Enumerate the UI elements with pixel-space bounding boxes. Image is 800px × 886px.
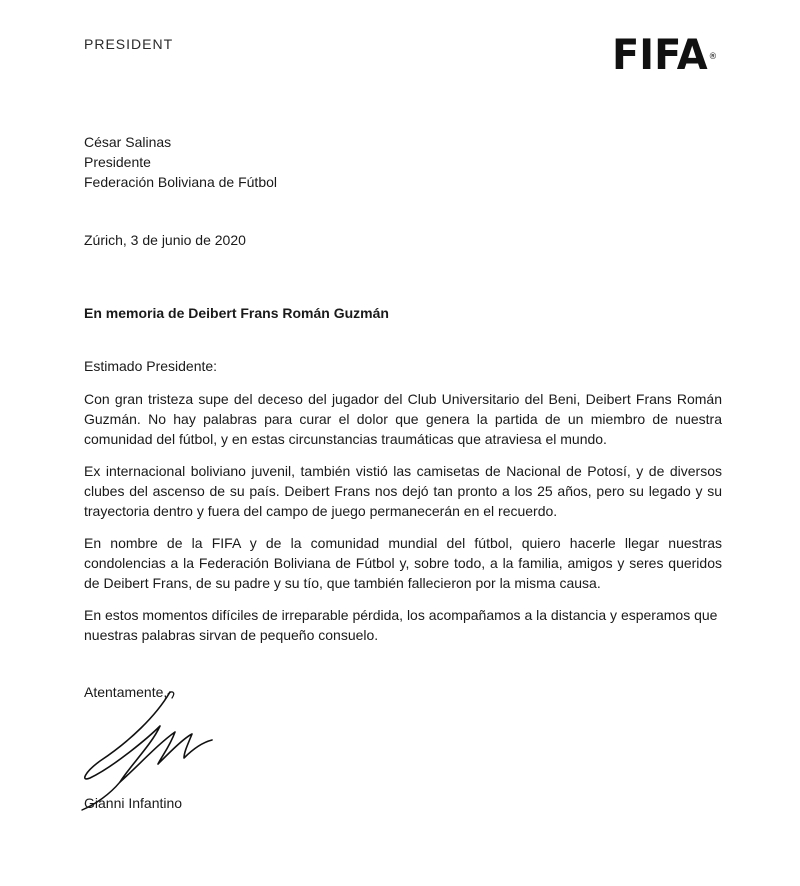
body-paragraph-3: En nombre de la FIFA y de la comunidad mundial del fútbol, quiero hacerle llegar nuestras condolencias a la Federación Boliviana de Fútbol y, sobre todo, a la familia, amigos y seres queridos de Deibert Frans, de su padre y su tío, que también fallecieron por la misma causa. — [84, 535, 722, 591]
registered-mark: ® — [708, 52, 718, 62]
body-paragraph-4: En estos momentos difíciles de irreparable pérdida, los acompañamos a la distancia y esperamos que nuestras palabras sirvan de pequeño consuelo. — [84, 607, 718, 643]
fifa-logo — [612, 30, 718, 79]
salutation: Estimado Presidente: — [84, 358, 218, 374]
recipient-name: César Salinas — [84, 134, 172, 150]
closing: Atentamente, — [84, 684, 168, 700]
signer-name: Gianni Infantino — [84, 795, 183, 811]
letter-body — [84, 389, 722, 657]
recipient-organization: Federación Boliviana de Fútbol — [84, 174, 278, 190]
body-paragraph-2: Ex internacional boliviano juvenil, también vistió las camisetas de Nacional de Potosí, y de diversos clubes del ascenso de su país. Deibert Frans nos dejó tan pronto a los 25 años, pero su legado y su trayectoria dentro y fuera del campo de juego permanecerán en el recuerdo. — [84, 463, 722, 519]
recipient-title: Presidente — [84, 154, 151, 170]
fifa-logo-text: FIFA — [612, 30, 708, 79]
recipient-block — [84, 132, 277, 192]
letter-date: Zúrich, 3 de junio de 2020 — [84, 232, 246, 248]
body-paragraph-1: Con gran tristeza supe del deceso del jugador del Club Universitario del Beni, Deibert Frans Román Guzmán. No hay palabras para curar el dolor que genera la partida de un miembro de nuestra comunidad del fútbol, y en estas circunstancias traumáticas que atraviesa el mundo. — [84, 391, 722, 447]
letterhead-title: PRESIDENT — [84, 36, 174, 52]
letter-subject: En memoria de Deibert Frans Román Guzmán — [84, 305, 389, 321]
